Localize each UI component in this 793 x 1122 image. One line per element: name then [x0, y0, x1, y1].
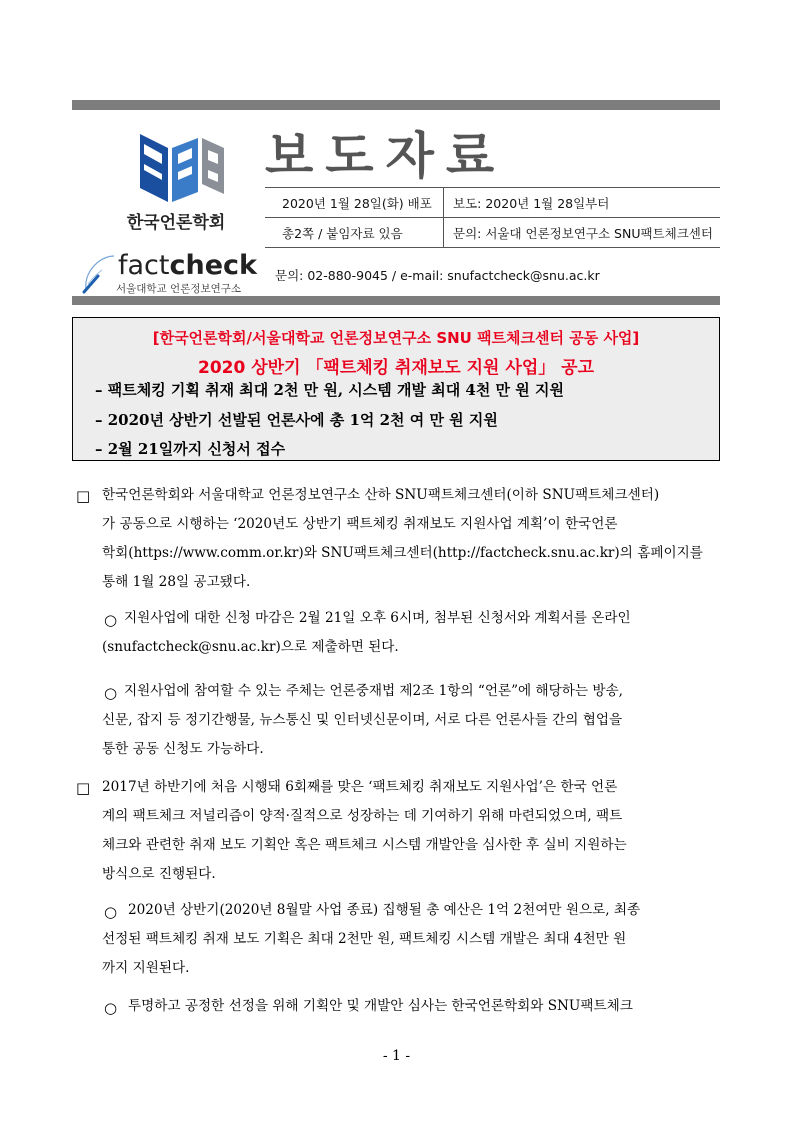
- info-table-column-divider: [443, 187, 444, 247]
- sub-1-paragraph: [102, 604, 720, 662]
- sub-1-circle-mark: ○: [104, 611, 118, 629]
- summary-bullet-3: – 2월 21일까지 신청서 접수: [95, 440, 286, 458]
- contact-info: 문의: 02-880-9045 / e-mail: snufactcheck@snu.ac.kr: [275, 268, 600, 283]
- section-1-paragraph: [102, 481, 720, 597]
- section-1-line-4: 통해 1월 28일 공고됐다.: [102, 574, 251, 590]
- factcheck-logo-text: [118, 250, 257, 281]
- sub-2-circle-mark: ○: [104, 684, 118, 702]
- factcheck-logo: [80, 252, 270, 296]
- factcheck-wordmark-fact: fact: [118, 250, 170, 281]
- page-title: 보도자료: [265, 127, 507, 185]
- org-name: 한국언론학회: [126, 213, 226, 233]
- sub-1-line-2: (snufactcheck@snu.ac.kr)으로 제출하면 된다.: [102, 639, 399, 655]
- sub-4-circle-mark: ○: [104, 999, 118, 1017]
- page-number: - 1 -: [382, 1048, 411, 1064]
- factcheck-wordmark: [118, 250, 257, 281]
- sub-2-line-1: 지원사업에 참여할 수 있는 주체는 언론중재법 제2조 1항의 “언론”에 해당하는 방송,: [124, 683, 623, 699]
- sub-2-line-3: 통한 공동 신청도 가능하다.: [102, 741, 264, 757]
- factcheck-logo-subtitle: 서울대학교 언론정보연구소: [116, 283, 242, 295]
- section-1-line-1: 한국언론학회와 서울대학교 언론정보연구소 산하 SNU팩트체크센터(이하 SNU팩트체크센터): [102, 487, 660, 503]
- info-table-top-border: [265, 187, 720, 188]
- factcheck-pen-icon: [80, 254, 120, 294]
- factcheck-wordmark-check: check: [169, 250, 257, 281]
- release-date: 2020년 1월 28일(화) 배포: [282, 196, 432, 211]
- sub-2-line-2: 신문, 잡지 등 정기간행물, 뉴스통신 및 인터넷신문이며, 서로 다른 언론사들 간의 협업을: [102, 712, 623, 728]
- sub-4-paragraph: [102, 992, 720, 1021]
- section-2-line-3: 체크와 관련한 취재 보도 기획안 혹은 팩트체크 시스템 개발안을 심사한 후 실비 지원하는: [102, 837, 627, 853]
- org-logo-icon: [132, 130, 232, 210]
- section-2-paragraph: [102, 773, 720, 889]
- page-count: 총2쪽 / 붙임자료 있음: [282, 226, 403, 241]
- section-1-line-2: 가 공동으로 시행하는 ‘2020년도 상반기 팩트체킹 취재보도 지원사업 계획’이 한국언론: [102, 516, 618, 532]
- section-2-line-4: 방식으로 진행된다.: [102, 866, 216, 882]
- section-2-line-2: 계의 팩트체크 저널리즘이 양적·질적으로 성장하는 데 기여하기 위해 마련되었으며, 팩트: [102, 808, 623, 824]
- sub-1-line-1: 지원사업에 대한 신청 마감은 2월 21일 오후 6시며, 첨부된 신청서와 계획서를 온라인: [124, 610, 631, 626]
- summary-box: [72, 317, 720, 461]
- sub-3-circle-mark: ○: [104, 903, 118, 921]
- org-logo: [120, 126, 250, 256]
- sub-4-line-1: 투명하고 공정한 선정을 위해 기획안 및 개발안 심사는 한국언론학회와 SNU팩트체크: [128, 998, 633, 1014]
- summary-bullet-1: – 팩트체킹 기획 취재 최대 2천 만 원, 시스템 개발 최대 4천 만 원 지원: [95, 381, 564, 399]
- section-1-line-3: 학회(https://www.comm.or.kr)와 SNU팩트체크센터(http://factcheck.snu.ac.kr)의 홈페이지를: [102, 545, 703, 561]
- sub-3-paragraph: [102, 896, 720, 983]
- section-1-checkbox-mark: □: [76, 487, 91, 505]
- info-table-bottom-border: [265, 247, 720, 248]
- sub-3-line-1: 2020년 상반기(2020년 8월말 사업 종료) 집행될 총 예산은 1억 2천여만 원으로, 최종: [128, 902, 641, 918]
- section-2-line-1: 2017년 하반기에 처음 시행돼 6회째를 맞은 ‘팩트체킹 취재보도 지원사업’은 한국 언론: [102, 779, 618, 795]
- sub-3-line-2: 선정된 팩트체킹 취재 보도 기획은 최대 2천만 원, 팩트체킹 시스템 개발은 최대 4천만 원: [102, 931, 627, 947]
- summary-headline-2: 2020 상반기 「팩트체킹 취재보도 지원 사업」 공고: [198, 358, 594, 378]
- second-divider-bar: [72, 296, 720, 305]
- embargo-date: 보도: 2020년 1월 28일부터: [453, 196, 610, 211]
- summary-bullet-2: – 2020년 상반기 선발된 언론사에 총 1억 2천 여 만 원 지원: [95, 411, 498, 429]
- sub-2-paragraph: [102, 677, 720, 764]
- info-table-mid-border: [265, 217, 720, 218]
- sub-3-line-3: 까지 지원된다.: [102, 960, 190, 976]
- inquiry-info: 문의: 서울대 언론정보연구소 SNU팩트체크센터: [453, 226, 713, 241]
- summary-headline-1: [한국언론학회/서울대학교 언론정보연구소 SNU 팩트체크센터 공동 사업]: [152, 329, 640, 347]
- top-divider-bar: [72, 100, 720, 110]
- section-2-checkbox-mark: □: [76, 779, 91, 797]
